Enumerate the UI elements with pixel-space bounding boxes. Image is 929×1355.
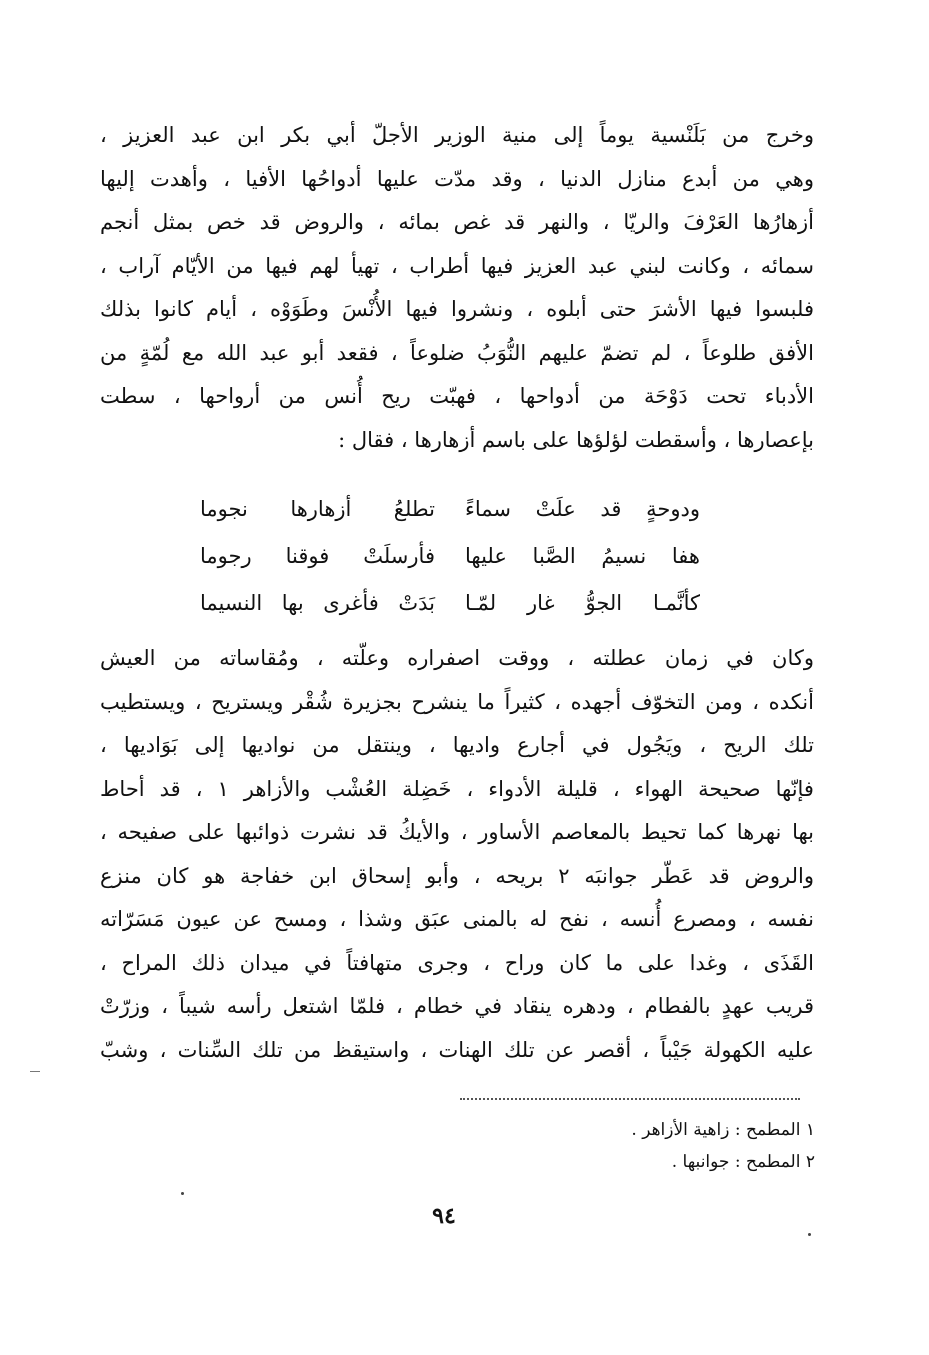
scan-speck: [808, 1233, 811, 1236]
text-line: نفسه ، ومصرع أُنسه ، نفح له بالمنى عبَق وشذا ، ومسح عن عيون مَسَرّاته: [100, 907, 814, 931]
text-line: أنكده ، ومن التخوّف أجهده ، كثيراً ما ينشرح بجزيرة شُقْر ويستريح ، ويستطيب: [100, 689, 814, 714]
text-line: قريب عهدٍ بالفطام ، ودهره ينقاد في خطام ، فلمّا اشتعل رأسه شيباً ، وزرّتْ: [100, 994, 814, 1018]
paragraph-1: [100, 114, 814, 462]
text-line: بإعصارها ، وأسقطت لؤلؤها على باسم أزهارها ، فقال :: [338, 427, 814, 452]
verse-first-hemistich: هفا نسيمُ الصَّبا عليها: [465, 544, 700, 568]
poem-verse: [200, 533, 700, 580]
footnotes: [420, 1114, 815, 1178]
paragraph-2: [100, 637, 814, 1072]
footnote-separator: [460, 1098, 800, 1100]
poem-verse: [200, 580, 700, 627]
text-line: تلك الريح ، ويَجُول في أجارع واديها ، وينتقل من نواديها إلى بَوَاديها ،: [100, 733, 814, 757]
verse-second-hemistich: تطلعُ أزهارها نجوما: [200, 497, 435, 521]
text-line: سمائه ، وكانت لبني عبد العزيز فيها أطراب ، تهيأ لهم فيها من الأيّام آراب ،: [100, 253, 814, 278]
text-line: وهي من أبدع منازل الدنيا ، وقد مدّت عليها أدواحُها الأفيا ، وأهدت إليها: [100, 166, 814, 191]
text-line: أزهارُها العَرْفَ والريّا ، والنهر قد غص بمائه ، والروض قد خص بمثل أنجم: [100, 210, 814, 234]
text-line: وخرج من بَلَنْسية يوماً إلى منية الوزير الأجلّ أبي بكر ابن عبد العزيز ،: [100, 123, 814, 147]
poem-verse: [200, 486, 700, 533]
verse-first-hemistich: كأنَّمـا الجوُّ غار لمّـا: [465, 591, 700, 615]
verse-second-hemistich: بَدَتْ فأغرى بها النسيما: [200, 591, 435, 615]
poem: [200, 486, 700, 627]
text-line: وكان في زمان عطلته ، ووقت اصفراره وعلّته ، ومُقاساته من العيش: [100, 646, 814, 670]
verse-first-hemistich: ودوحةٍ قد علَتْ سماءً: [465, 497, 700, 521]
text-line: الأدباء تحت دَوْحَة من أدواحها ، فهبّت ريح أُنس من أرواحها ، سطت: [100, 384, 814, 408]
verse-second-hemistich: فأرسلَتْ فوقنا رجوما: [200, 544, 435, 568]
text-line: القَذَى ، وغدا على ما كان وراح ، وجرى متهافتاً في ميدان ذلك المراح ،: [100, 950, 814, 975]
text-line: عليه الكهولة جَيْباً ، أقصر عن تلك الهنات ، واستيقظ من تلك السِّنات ، وشبّ: [100, 1037, 814, 1062]
text-line: والروض قد عَطّر جوانبَه ٢ بريحه ، وأبو إسحاق ابن خفاجة هو كان منزع: [100, 863, 814, 888]
page-number: ٩٤: [432, 1203, 456, 1229]
text-line: بها نهرها كما تحيط بالمعاصم الأساور ، والأيكُ قد نشرت ذوائبها على صفيحه ،: [100, 820, 814, 844]
footnote: ٢ المطمح : جوانبها .: [671, 1152, 815, 1172]
text-line: الأفق طلوعاً ، لم تضمّ عليهم النُّوَبُ ضلوعاً ، فقعد أبو عبد الله مع لُمّةٍ من: [100, 340, 814, 365]
margin-mark: [30, 1071, 40, 1072]
text-line: فإنّها صحيحة الهواء ، قليلة الأدواء ، خَضِلة العُشْب والأزاهر ١ ، قد أحاط: [100, 776, 814, 801]
text-line: فلبسوا فيها الأشرَ حتى أبلوه ، ونشروا فيها الأُنْسَ وطَوَوْه ، أيام كانوا بذلك: [100, 297, 814, 321]
footnote: ١ المطمح : زاهية الأزاهر .: [631, 1120, 815, 1140]
scan-speck: [181, 1192, 184, 1195]
